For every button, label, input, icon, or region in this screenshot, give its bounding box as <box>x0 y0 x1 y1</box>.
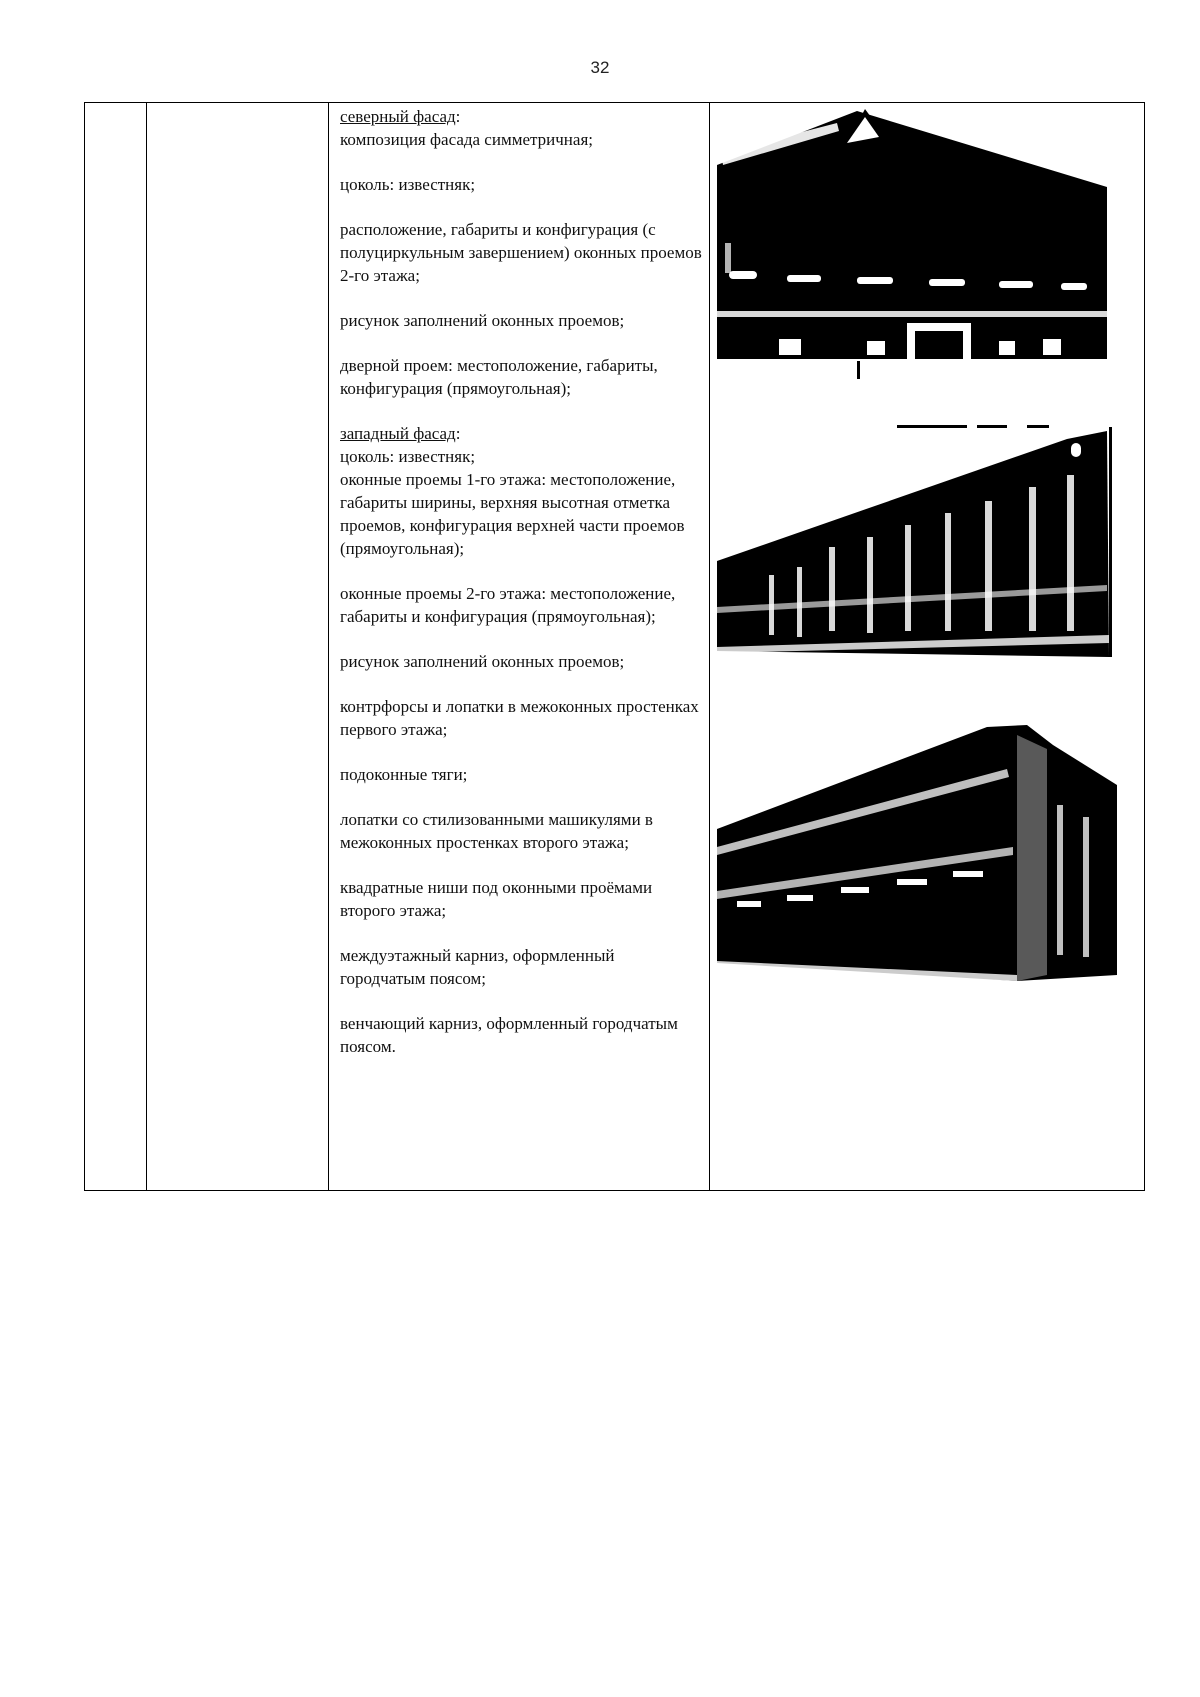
number-column <box>85 103 147 1190</box>
north-facade-heading-text: северный фасад <box>340 107 456 126</box>
name-column <box>147 103 329 1190</box>
west-item: оконные проемы 2-го этажа: местоположение, габариты и конфигурация (прямоугольная); <box>340 584 676 626</box>
north-item: композиция фасада симметричная; <box>340 130 593 149</box>
west-facade-heading: западный фасад: <box>340 424 461 443</box>
photo-column <box>710 103 1144 1190</box>
west-item: междуэтажный карниз, оформленный городчатым поясом; <box>340 946 615 988</box>
page-number: 32 <box>590 58 610 77</box>
west-item: цоколь: известняк; <box>340 447 476 466</box>
subject-table <box>84 102 1145 1191</box>
north-facade-heading: северный фасад: <box>340 107 461 126</box>
north-item: расположение, габариты и конфигурация (с полуциркульным завершением) оконных проемов 2-го этажа; <box>340 220 702 285</box>
corner-view-photo <box>717 725 1117 985</box>
west-facade-heading-text: западный фасад <box>340 424 456 443</box>
west-item: венчающий карниз, оформленный городчатым поясом. <box>340 1014 678 1056</box>
description-column <box>329 103 710 1190</box>
west-item: контрфорсы и лопатки в межоконных простенках первого этажа; <box>340 697 699 739</box>
west-item: квадратные ниши под оконными проёмами второго этажа; <box>340 878 653 920</box>
north-item: цоколь: известняк; <box>340 175 476 194</box>
west-facade-photo <box>717 421 1117 661</box>
north-item: рисунок заполнений оконных проемов; <box>340 311 625 330</box>
west-item: лопатки со стилизованными машикулями в межоконных простенках второго этажа; <box>340 810 653 852</box>
west-item: рисунок заполнений оконных проемов; <box>340 652 625 671</box>
west-item: подоконные тяги; <box>340 765 468 784</box>
north-facade-photo <box>717 103 1127 403</box>
north-item: дверной проем: местоположение, габариты, конфигурация (прямоугольная); <box>340 356 658 398</box>
west-item: оконные проемы 1-го этажа: местоположение, габариты ширины, верхняя высотная отметка проемов, конфигурация верхней части проемов (прямоугольная); <box>340 470 685 558</box>
